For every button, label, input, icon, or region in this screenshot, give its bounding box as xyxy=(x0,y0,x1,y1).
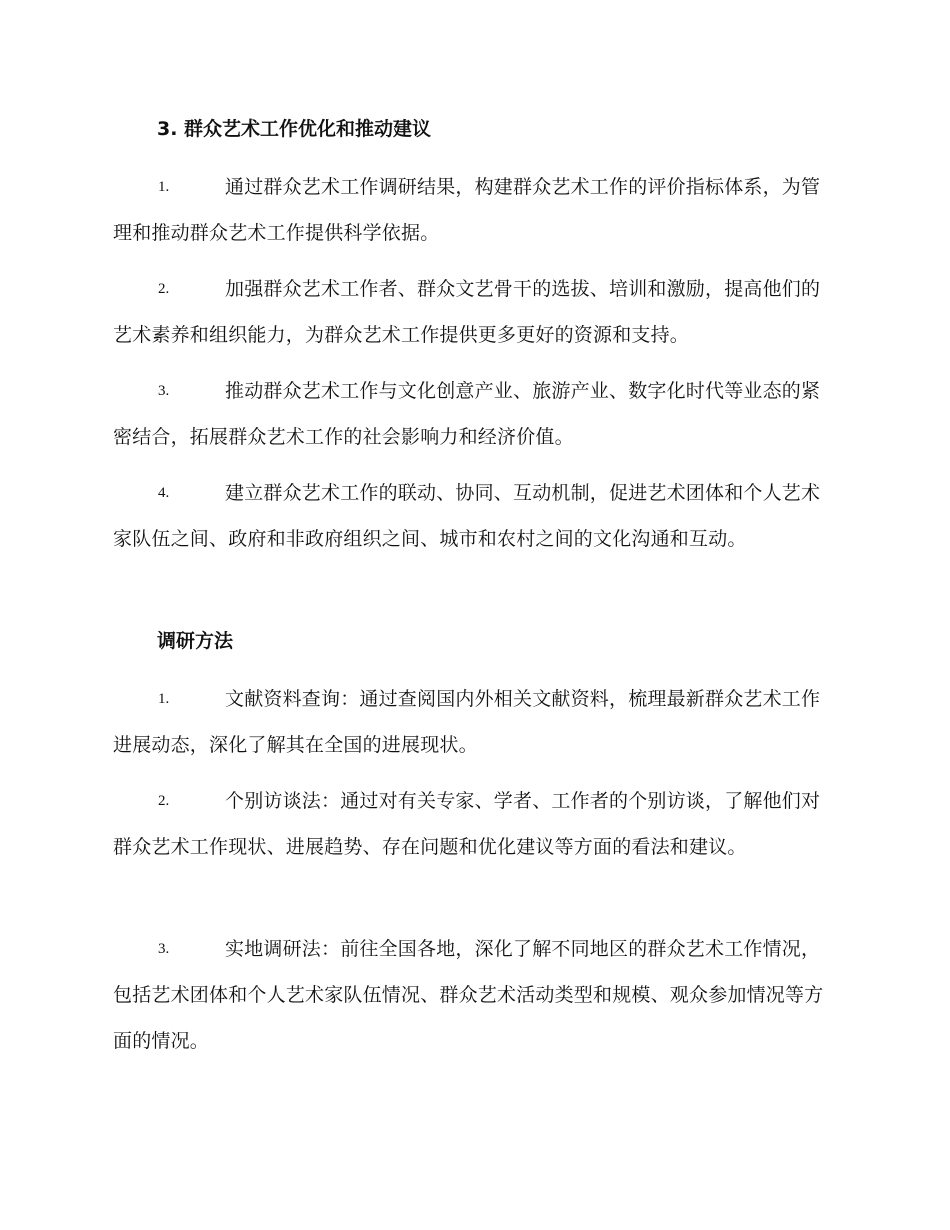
list-item xyxy=(113,368,833,460)
list-item xyxy=(113,926,833,1064)
list-item-text: 实地调研法：前往全国各地，深化了解不同地区的群众艺术工作情况，包括艺术团体和个人艺术家队伍情况、群众艺术活动类型和规模、观众参加情况等方面的情况。 xyxy=(113,938,824,1052)
list-item xyxy=(113,164,833,256)
list-item xyxy=(113,470,833,562)
list-item-text: 文献资料查询：通过查阅国内外相关文献资料，梳理最新群众艺术工作进展动态，深化了解其在全国的进展现状。 xyxy=(113,688,821,756)
list-item-number: 2. xyxy=(158,793,170,809)
list-item-number: 3. xyxy=(158,941,170,957)
list-item-text: 推动群众艺术工作与文化创意产业、旅游产业、数字化时代等业态的紧密结合，拓展群众艺术工作的社会影响力和经济价值。 xyxy=(113,380,821,448)
list-item-text: 通过群众艺术工作调研结果，构建群众艺术工作的评价指标体系，为管理和推动群众艺术工作提供科学依据。 xyxy=(113,176,821,244)
list-item xyxy=(113,778,833,870)
list-item-number: 4. xyxy=(158,485,170,501)
list-item xyxy=(113,676,833,768)
list-item-text: 个别访谈法：通过对有关专家、学者、工作者的个别访谈，了解他们对群众艺术工作现状、进展趋势、存在问题和优化建议等方面的看法和建议。 xyxy=(113,790,821,858)
list-item-number: 2. xyxy=(158,281,170,297)
list-item-number: 1. xyxy=(158,691,170,707)
list-item-number: 1. xyxy=(158,179,170,195)
list-item-number: 3. xyxy=(158,383,170,399)
list-item-text: 加强群众艺术工作者、群众文艺骨干的选拔、培训和激励，提高他们的艺术素养和组织能力，为群众艺术工作提供更多更好的资源和支持。 xyxy=(113,278,821,346)
section-heading-methods: 调研方法 xyxy=(157,630,234,652)
section-heading-suggestions: 3. 群众艺术工作优化和推动建议 xyxy=(157,118,432,140)
list-item xyxy=(113,266,833,358)
list-item-text: 建立群众艺术工作的联动、协同、互动机制，促进艺术团体和个人艺术家队伍之间、政府和非政府组织之间、城市和农村之间的文化沟通和互动。 xyxy=(113,482,821,550)
